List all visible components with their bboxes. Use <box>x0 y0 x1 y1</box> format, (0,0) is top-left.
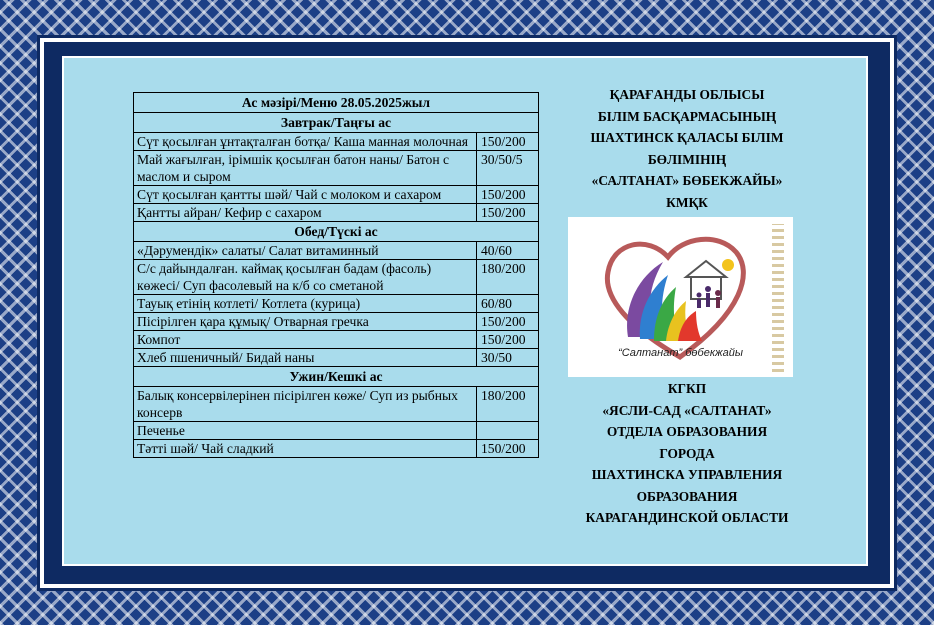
menu-title-row <box>134 93 539 113</box>
dish-name: «Дәрумендік» салаты/ Салат витаминный <box>134 242 477 260</box>
dish-name: Хлеб пшеничный/ Бидай наны <box>134 349 477 367</box>
dish-name: Сүт қосылған ұнтақталған ботқа/ Каша манная молочная <box>134 133 477 151</box>
section-heading: Обед/Түскі ас <box>134 222 539 242</box>
portion-value: 30/50/5 <box>477 151 539 186</box>
kindergarten-logo <box>568 217 793 377</box>
menu-row <box>134 133 539 151</box>
portion-value: 40/60 <box>477 242 539 260</box>
org-ru-line: «ЯСЛИ-САД «САЛТАНАТ» <box>602 402 772 418</box>
menu-row <box>134 204 539 222</box>
logo-caption: “Салтанат” бөбекжайы <box>618 347 743 359</box>
section-heading-row <box>134 222 539 242</box>
org-kz-line: ШАХТИНСК ҚАЛАСЫ БІЛІМ <box>590 130 784 145</box>
dish-name: Май жағылған, ірімшік қосылған батон наны/ Батон с маслом и сыром <box>134 151 477 186</box>
menu-row <box>134 151 539 186</box>
menu-row <box>134 387 539 422</box>
org-kz-line: КМҚК <box>666 194 708 210</box>
section-heading: Ужин/Кешкі ас <box>134 367 539 387</box>
org-kz-line: ҚАРАҒАНДЫ ОБЛЫСЫ <box>609 87 765 102</box>
section-heading: Завтрак/Таңғы ас <box>134 113 539 133</box>
org-ru-block <box>556 378 818 529</box>
dish-name: Тауық етінің котлеті/ Котлета (курица) <box>134 295 477 313</box>
org-kz-block <box>556 84 818 213</box>
menu-row <box>134 295 539 313</box>
portion-value: 150/200 <box>477 331 539 349</box>
menu-row <box>134 260 539 295</box>
menu-row <box>134 349 539 367</box>
org-kz-line: «САЛТАНАТ» БӨБЕКЖАЙЫ» <box>591 173 783 188</box>
dish-name: Печенье <box>134 422 477 440</box>
portion-value: 180/200 <box>477 387 539 422</box>
org-kz-line: БІЛІМ БАСҚАРМАСЫНЫҢ <box>597 108 777 124</box>
dish-name: Қантты айран/ Кефир с сахаром <box>134 204 477 222</box>
portion-value <box>477 422 539 440</box>
portion-value: 150/200 <box>477 440 539 458</box>
menu-table <box>133 92 539 458</box>
portion-value: 180/200 <box>477 260 539 295</box>
org-ru-line: КГКП <box>667 381 707 396</box>
section-heading-row <box>134 367 539 387</box>
menu-row <box>134 422 539 440</box>
org-ru-line: КАРАГАНДИНСКОЙ ОБЛАСТИ <box>585 510 789 525</box>
menu-row <box>134 313 539 331</box>
portion-value: 60/80 <box>477 295 539 313</box>
dish-name: С/с дайындалған. каймақ қосылған бадам (фасоль) көжесі/ Суп фасолевый на к/б со сметаной <box>134 260 477 295</box>
dish-name: Тәтті шәй/ Чай сладкий <box>134 440 477 458</box>
org-ru-line: ГОРОДА <box>659 445 715 461</box>
dish-name: Сүт қосылған қантты шәй/ Чай с молоком и сахаром <box>134 186 477 204</box>
portion-value: 150/200 <box>477 204 539 222</box>
org-ru-line: ОБРАЗОВАНИЯ <box>636 488 738 504</box>
section-heading-row <box>134 113 539 133</box>
dish-name: Пісірілген қара құмық/ Отварная гречка <box>134 313 477 331</box>
dish-name: Балық консервілерінен пісірілген көже/ Суп из рыбных консерв <box>134 387 477 422</box>
menu-row <box>134 440 539 458</box>
org-ru-line: ОТДЕЛА ОБРАЗОВАНИЯ <box>606 424 768 439</box>
menu-title: Ас мәзірі/Меню 28.05.2025жыл <box>134 93 539 113</box>
dish-name: Компот <box>134 331 477 349</box>
menu-row <box>134 186 539 204</box>
portion-value: 150/200 <box>477 186 539 204</box>
org-kz-line: БӨЛІМІНІҢ <box>647 151 727 167</box>
org-ru-line: ШАХТИНСКА УПРАВЛЕНИЯ <box>591 467 783 482</box>
portion-value: 30/50 <box>477 349 539 367</box>
portion-value: 150/200 <box>477 313 539 331</box>
menu-row <box>134 242 539 260</box>
menu-row <box>134 331 539 349</box>
portion-value: 150/200 <box>477 133 539 151</box>
ornament-strip <box>772 224 784 372</box>
